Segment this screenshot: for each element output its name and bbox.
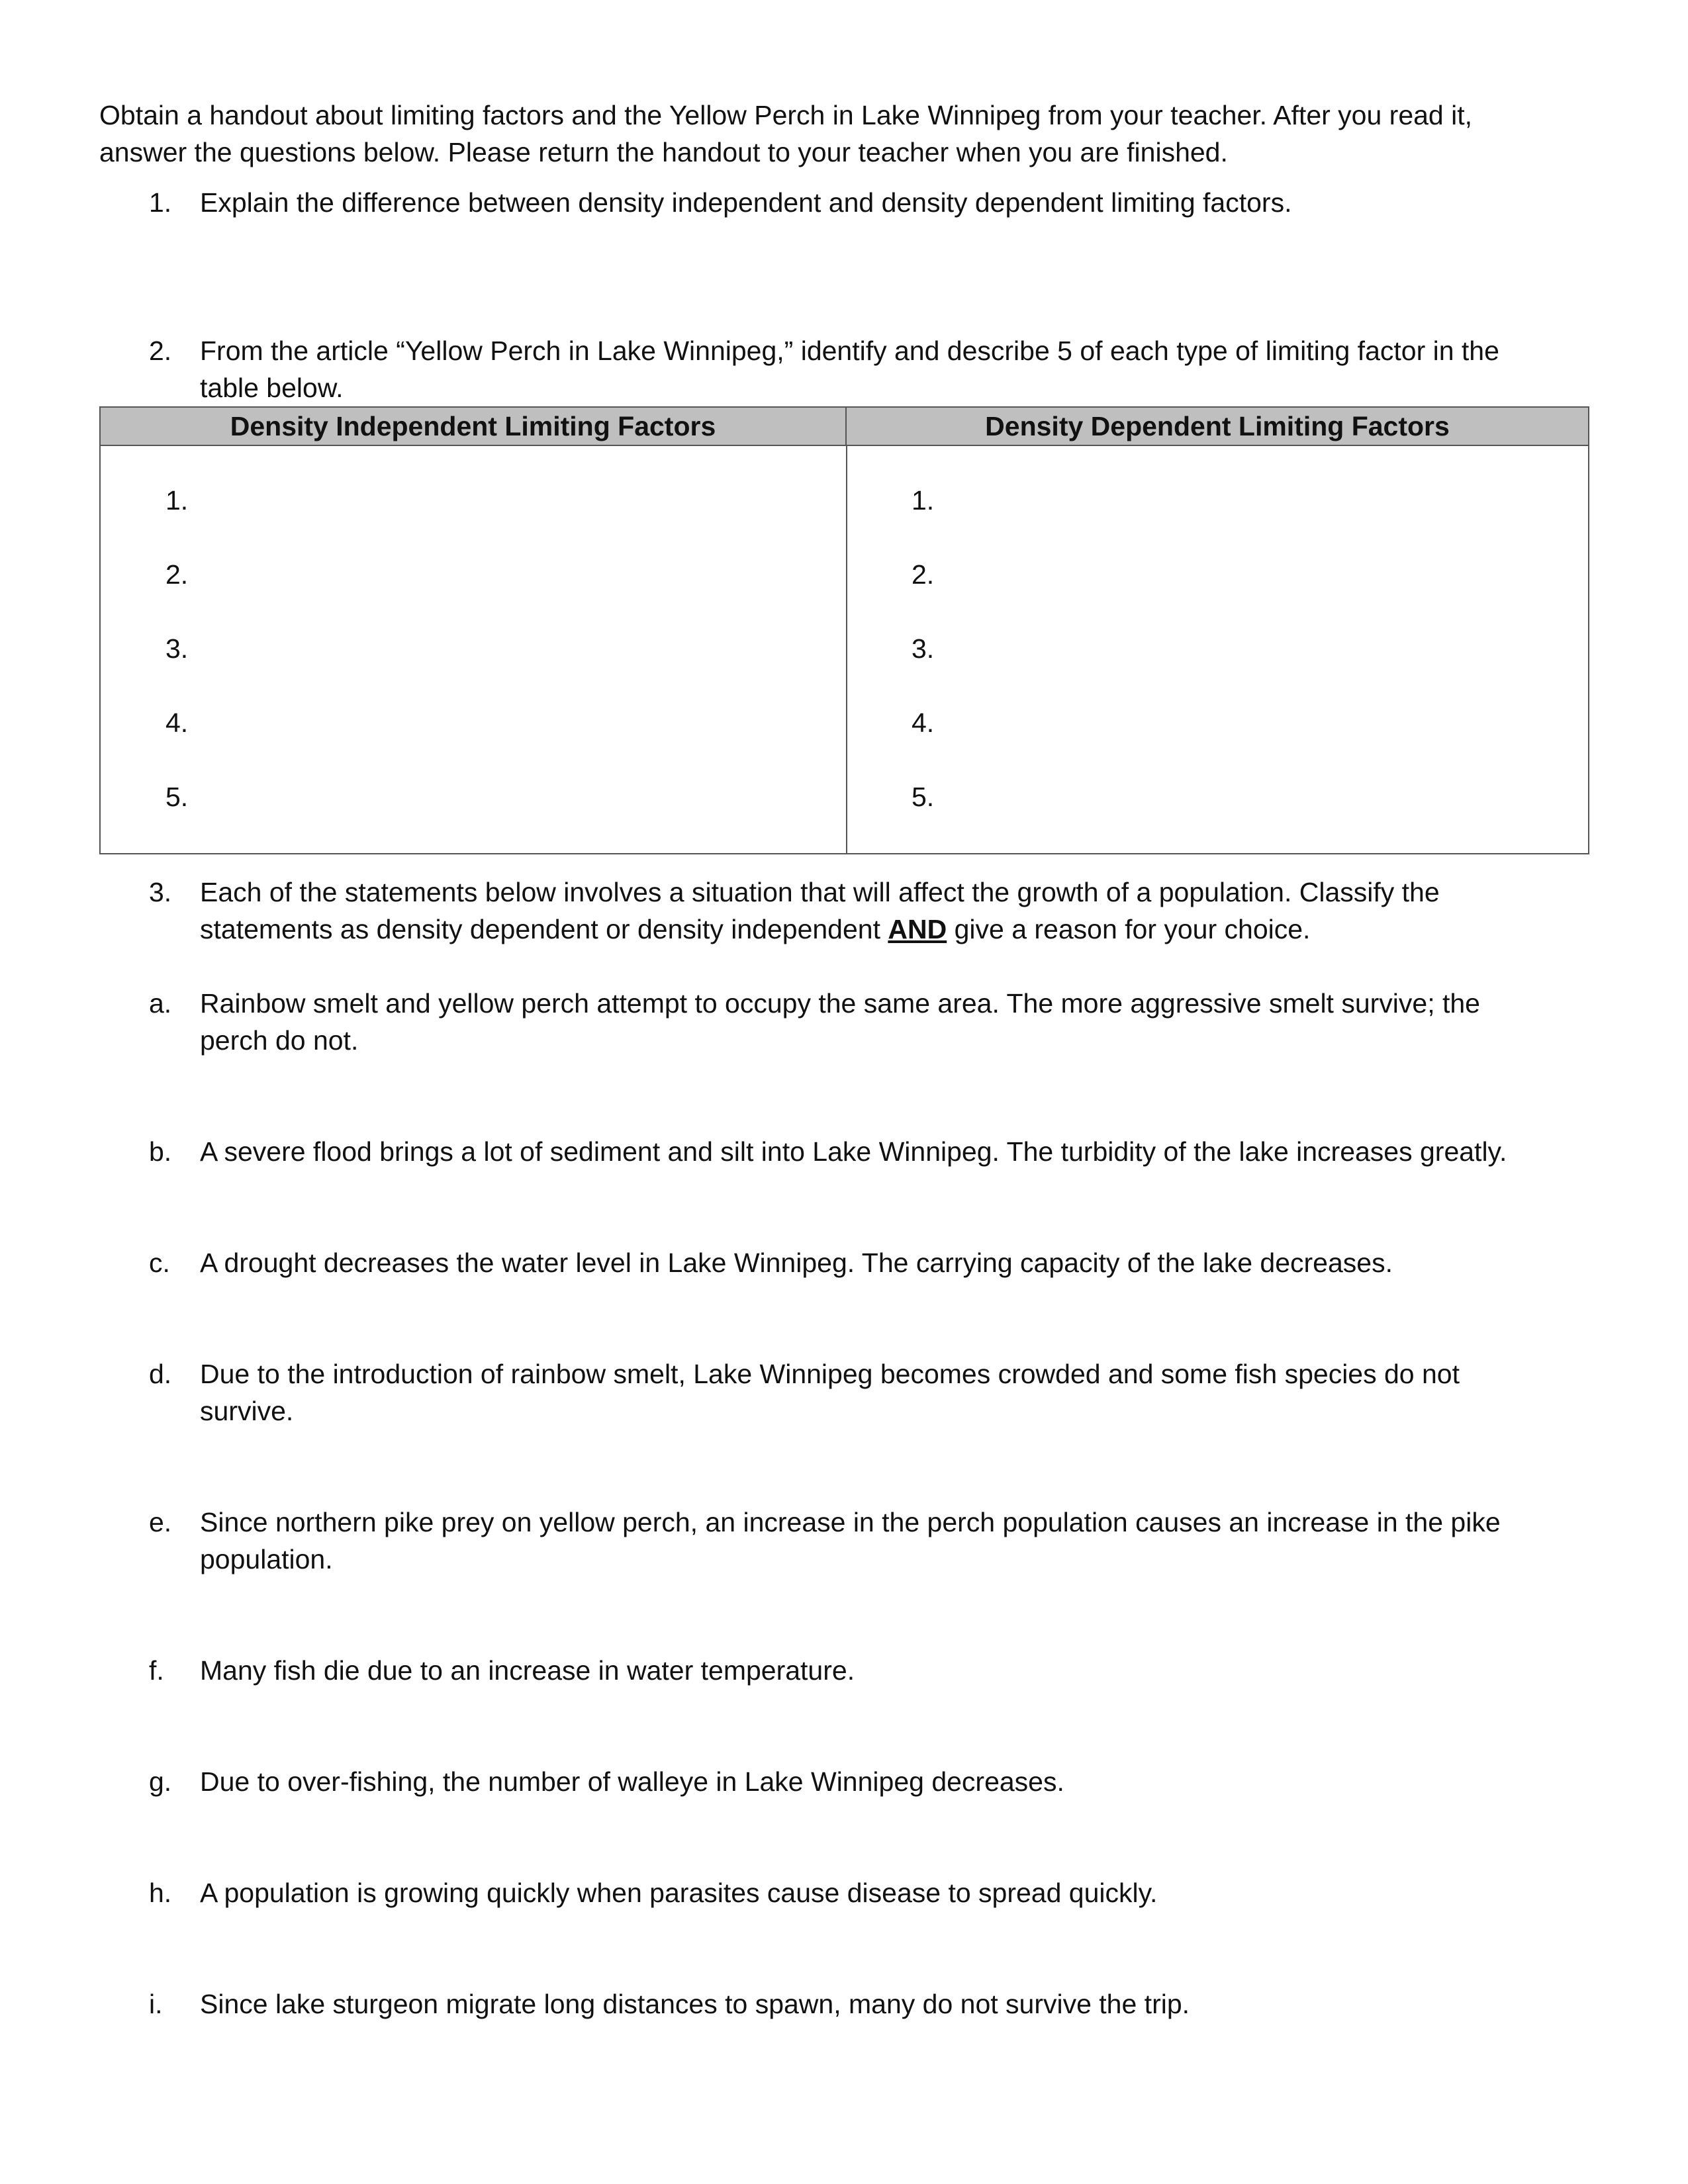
intro-line-2: answer the questions below. Please return the handout to your teacher when you are finished. [99, 137, 1228, 167]
right-row-5[interactable]: 5. [912, 782, 935, 812]
statement-i-line-1: Since lake sturgeon migrate long distances to spawn, many do not survive the trip. [200, 1989, 1190, 2019]
statement-a-line-2: perch do not. [200, 1025, 359, 1056]
statement-e-line-1: Since northern pike prey on yellow perch, an increase in the perch population causes an increase in the pike [200, 1507, 1501, 1537]
and-emphasis: AND [888, 914, 947, 944]
question-2-number: 2. [149, 336, 172, 366]
question-2-line-1: From the article “Yellow Perch in Lake Winnipeg,” identify and describe 5 of each type of limiting factor in the [200, 336, 1499, 366]
statement-c-line-1: A drought decreases the water level in Lake Winnipeg. The carrying capacity of the lake decreases. [200, 1248, 1393, 1278]
question-1-text: Explain the difference between density independent and density dependent limiting factors. [200, 187, 1292, 218]
statement-e-line-2: population. [200, 1544, 333, 1574]
question-3-line-2 [200, 911, 1310, 948]
question-3-line-2-post: give a reason for your choice. [947, 914, 1311, 944]
question-1-number: 1. [149, 187, 172, 218]
left-row-5[interactable]: 5. [165, 782, 189, 812]
header-density-independent: Density Independent Limiting Factors [101, 408, 847, 446]
question-3-line-2-pre: statements as density dependent or density independent [200, 914, 888, 944]
statement-e-letter: e. [149, 1507, 172, 1537]
statement-a-letter: a. [149, 988, 172, 1019]
right-row-3[interactable]: 3. [912, 633, 935, 664]
statement-f-letter: f. [149, 1655, 164, 1686]
statement-i-letter: i. [149, 1989, 163, 2019]
question-2-line-2: table below. [200, 373, 344, 403]
header-density-dependent: Density Dependent Limiting Factors [847, 408, 1588, 446]
right-row-2[interactable]: 2. [912, 559, 935, 590]
left-row-1[interactable]: 1. [165, 485, 189, 516]
right-row-1[interactable]: 1. [912, 485, 935, 516]
statement-f-line-1: Many fish die due to an increase in water temperature. [200, 1655, 855, 1686]
limiting-factors-table [99, 406, 1589, 854]
statement-d-line-2: survive. [200, 1396, 294, 1426]
intro-paragraph [99, 97, 1472, 171]
statement-b-letter: b. [149, 1136, 172, 1167]
left-row-2[interactable]: 2. [165, 559, 189, 590]
statement-d-letter: d. [149, 1359, 172, 1389]
intro-line-1: Obtain a handout about limiting factors and the Yellow Perch in Lake Winnipeg from your teacher. After you read it, [99, 100, 1473, 130]
statement-h-letter: h. [149, 1878, 172, 1908]
statement-h-line-1: A population is growing quickly when parasites cause disease to spread quickly. [200, 1878, 1158, 1908]
question-3-number: 3. [149, 877, 172, 907]
statement-a-line-1: Rainbow smelt and yellow perch attempt to occupy the same area. The more aggressive smelt survive; the [200, 988, 1480, 1019]
statement-c-letter: c. [149, 1248, 170, 1278]
left-row-4[interactable]: 4. [165, 707, 189, 738]
statement-g-letter: g. [149, 1766, 172, 1797]
column-divider [846, 446, 847, 853]
right-row-4[interactable]: 4. [912, 707, 935, 738]
question-3-line-1: Each of the statements below involves a situation that will affect the growth of a population. Classify the [200, 877, 1440, 907]
statement-g-line-1: Due to over-fishing, the number of walleye in Lake Winnipeg decreases. [200, 1766, 1064, 1797]
left-row-3[interactable]: 3. [165, 633, 189, 664]
statement-d-line-1: Due to the introduction of rainbow smelt, Lake Winnipeg becomes crowded and some fish species do not [200, 1359, 1460, 1389]
statement-b-line-1: A severe flood brings a lot of sediment and silt into Lake Winnipeg. The turbidity of the lake increases greatly. [200, 1136, 1507, 1167]
